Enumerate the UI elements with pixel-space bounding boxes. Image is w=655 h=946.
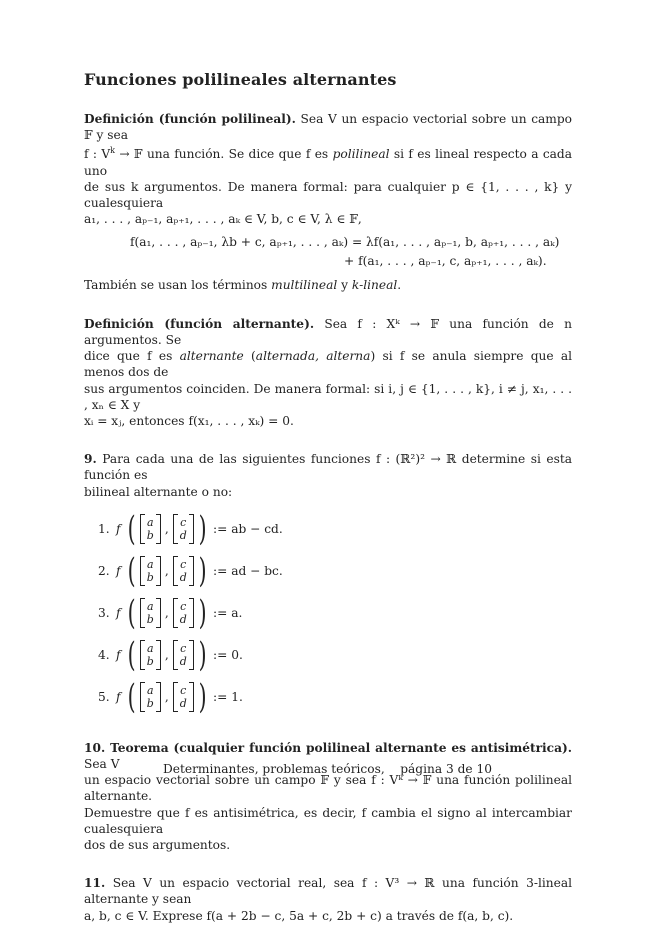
ex10-heading: 10. Teorema (cualquier función polilineal alternante es antisimétrica). xyxy=(84,740,572,755)
ex9-item-list xyxy=(84,508,572,718)
vector-ab xyxy=(140,598,161,628)
def2-line4: xᵢ = xⱼ, entonces f(x₁, . . . , xₖ) = 0. xyxy=(84,413,294,428)
def2-text1: Sea f : Xᵏ → 𝔽 una función de n argumentos. Se xyxy=(84,316,572,347)
def1-equation xyxy=(84,233,572,271)
item-definition: := a. xyxy=(213,605,243,620)
ex9-item xyxy=(84,550,572,592)
vec-d: d xyxy=(179,612,187,626)
right-paren: ) xyxy=(198,550,207,591)
comma: , xyxy=(164,689,169,704)
def1-l2a: f : V xyxy=(84,147,111,162)
ex9-line2: bilineal alternante o no: xyxy=(84,484,233,499)
item-definition: := ad − bc. xyxy=(213,563,283,578)
vec-d: d xyxy=(179,654,187,668)
def1-l2d: polilineal xyxy=(332,147,390,162)
right-paren: ) xyxy=(198,508,207,549)
def1-tail-d: k-lineal xyxy=(351,278,398,293)
vector-ab xyxy=(140,514,161,544)
vector-cd xyxy=(173,514,194,544)
ex9-item xyxy=(84,592,572,634)
left-paren: ( xyxy=(127,550,136,591)
item-number: 1. xyxy=(98,521,110,536)
vec-b: b xyxy=(146,612,154,626)
def1-tail-e: . xyxy=(397,278,402,293)
item-definition: := 1. xyxy=(213,689,243,704)
ex10-l1tail: Sea V xyxy=(84,756,120,771)
exercise-10 xyxy=(84,740,572,853)
def1-l2c: → 𝔽 una función. Se dice que f es xyxy=(115,147,333,162)
def1-l2e: si f es lineal respecto a cada uno xyxy=(84,147,572,178)
comma: , xyxy=(164,521,169,536)
def1-tail xyxy=(84,277,572,293)
def2-l2c: ( xyxy=(243,349,256,364)
def2-line2 xyxy=(84,348,572,380)
function-symbol: f xyxy=(116,689,121,704)
right-paren: ) xyxy=(198,592,207,633)
def2-l2a: dice que f es xyxy=(84,349,180,364)
vector-cd xyxy=(173,682,194,712)
vec-c: c xyxy=(180,515,187,529)
page-title: Funciones polilineales alternantes xyxy=(84,70,397,89)
right-paren: ) xyxy=(198,676,207,717)
ex9-number: 9. xyxy=(84,452,97,467)
def1-tail-b: multilineal xyxy=(271,278,338,293)
definition-alternante xyxy=(84,316,572,429)
vec-b: b xyxy=(146,654,154,668)
left-paren: ( xyxy=(127,592,136,633)
vector-ab xyxy=(140,640,161,670)
vec-c: c xyxy=(180,683,187,697)
page-footer: Determinantes, problemas teóricos, página 3 de 10 xyxy=(162,762,493,776)
def1-tail-a: También se usan los términos xyxy=(84,278,272,293)
vec-c: c xyxy=(180,599,187,613)
def2-l2d: alternada, alterna xyxy=(255,349,371,364)
ex9-line1 xyxy=(84,451,572,483)
item-number: 2. xyxy=(98,563,110,578)
ex9-item xyxy=(84,508,572,550)
item-definition: := ab − cd. xyxy=(213,521,283,536)
ex11-number: 11. xyxy=(84,876,106,891)
ex10-line3: Demuestre que f es antisimétrica, es decir, f cambia el signo al intercambiar cualesquiera xyxy=(84,805,572,836)
exercise-11 xyxy=(84,875,572,924)
definition-polilineal xyxy=(84,111,572,294)
def1-line3: de sus k argumentos. De manera formal: para cualquier p ∈ {1, . . . , k} y cualesquiera xyxy=(84,179,572,211)
ex10-line4: dos de sus argumentos. xyxy=(84,837,231,852)
comma: , xyxy=(164,605,169,620)
left-paren: ( xyxy=(127,508,136,549)
vec-d: d xyxy=(179,528,187,542)
exercise-9 xyxy=(84,451,572,718)
ex11-line2: a, b, c ∈ V. Exprese f(a + 2b − c, 5a + c, 2b + c) a través de f(a, b, c). xyxy=(84,908,514,923)
ex11-text1: Sea V un espacio vectorial real, sea f : V³ → ℝ una función 3-lineal alternante y sean xyxy=(84,876,573,907)
def2-heading: Definición (función alternante). xyxy=(84,316,315,331)
def1-line2 xyxy=(84,143,572,178)
vector-ab xyxy=(140,556,161,586)
function-symbol: f xyxy=(116,563,121,578)
function-symbol: f xyxy=(116,605,121,620)
vec-d: d xyxy=(179,696,187,710)
item-number: 5. xyxy=(98,689,110,704)
def1-line1 xyxy=(84,111,572,143)
def1-heading: Definición (función polilineal). xyxy=(84,112,296,126)
vec-d: d xyxy=(179,570,187,584)
function-symbol: f xyxy=(116,647,121,662)
def2-l2e: ) si f se anula siempre que al menos dos de xyxy=(84,349,573,380)
def1-text1: Sea V un espacio vectorial sobre un campo 𝔽 y sea xyxy=(84,112,572,143)
vec-a: a xyxy=(147,515,154,529)
vector-cd xyxy=(173,598,194,628)
def1-line4: a₁, . . . , aₚ₋₁, aₚ₊₁, . . . , aₖ ∈ V, b, c ∈ V, λ ∈ 𝔽, xyxy=(84,212,362,227)
comma: , xyxy=(164,647,169,662)
left-paren: ( xyxy=(127,634,136,675)
def2-line3: sus argumentos coinciden. De manera formal: si i, j ∈ {1, . . . , k}, i ≠ j, x₁, . . . , xₙ ∈ X y xyxy=(84,381,572,412)
right-paren: ) xyxy=(198,634,207,675)
def1-eq-line1: f(a₁, . . . , aₚ₋₁, λb + c, aₚ₊₁, . . . , aₖ) = λf(a₁, . . . , aₚ₋₁, b, aₚ₊₁, . . . , aₖ) xyxy=(130,235,560,250)
function-symbol: f xyxy=(116,521,121,536)
comma: , xyxy=(164,563,169,578)
def1-l2b: k xyxy=(110,146,115,156)
ex9-text1: Para cada una de las siguientes funciones f : (ℝ²)² → ℝ determine si esta función es xyxy=(84,452,573,483)
vec-c: c xyxy=(180,557,187,571)
vector-cd xyxy=(173,556,194,586)
ex9-item xyxy=(84,676,572,718)
vec-a: a xyxy=(147,599,154,613)
def2-line1 xyxy=(84,316,572,348)
item-number: 3. xyxy=(98,605,110,620)
vec-b: b xyxy=(146,570,154,584)
def1-tail-c: y xyxy=(337,278,352,293)
def1-eq-line2: + f(a₁, . . . , aₚ₋₁, c, aₚ₊₁, . . . , aₖ). xyxy=(344,254,547,269)
vec-c: c xyxy=(180,641,187,655)
vec-a: a xyxy=(147,641,154,655)
vec-a: a xyxy=(147,557,154,571)
page-content xyxy=(84,70,572,946)
item-number: 4. xyxy=(98,647,110,662)
def2-l2b: alternante xyxy=(179,349,244,364)
ex11-line1 xyxy=(84,875,572,907)
left-paren: ( xyxy=(127,676,136,717)
ex9-item xyxy=(84,634,572,676)
vec-a: a xyxy=(147,683,154,697)
vector-cd xyxy=(173,640,194,670)
vec-b: b xyxy=(146,528,154,542)
vector-ab xyxy=(140,682,161,712)
ex10-line2: un espacio vectorial sobre un campo 𝔽 y sea f : Vᵏ → 𝔽 una función polilineal alternante. xyxy=(84,773,572,804)
item-definition: := 0. xyxy=(213,647,243,662)
vec-b: b xyxy=(146,696,154,710)
